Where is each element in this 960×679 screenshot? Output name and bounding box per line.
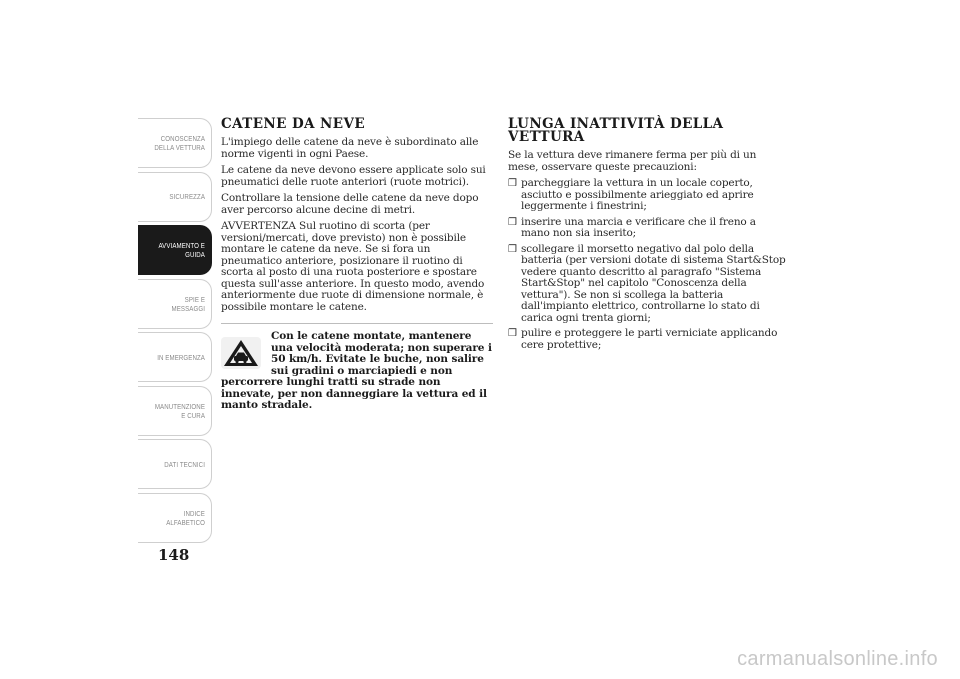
page-number: 148 bbox=[158, 546, 190, 564]
tab-dati-tecnici[interactable] bbox=[138, 439, 212, 489]
chapter-tabs bbox=[138, 118, 212, 546]
tab-indice-alfabetico[interactable] bbox=[138, 493, 212, 543]
checkbox-bullet-icon: ❒ bbox=[508, 216, 517, 228]
tab-label: AVVIAMENTO E GUIDA bbox=[158, 241, 205, 259]
tab-manutenzione-e-cura[interactable] bbox=[138, 386, 212, 436]
section-catene-da-neve bbox=[221, 118, 493, 412]
warning-text: Con le catene montate, mantenere una velocità moderata; non superare i 50 km/h. Evitate le buche, non salire sui gradini o marciapiedi e non percorrere lunghi tratti su strade non innevate, per non danneggiare la vettura ed il manto stradale. bbox=[221, 330, 492, 411]
list-item-text: pulire e proteggere le parti verniciate applicando cere protettive; bbox=[521, 327, 778, 351]
list-item bbox=[508, 178, 786, 213]
list-item-text: inserire una marcia e verificare che il freno a mano non sia inserito; bbox=[521, 215, 756, 239]
paragraph: Le catene da neve devono essere applicate solo sui pneumatici delle ruote anteriori (ruote motrici). bbox=[221, 164, 486, 188]
precautions-list bbox=[508, 178, 786, 351]
tab-spie-e-messaggi[interactable] bbox=[138, 279, 212, 329]
paragraph: Controllare la tensione delle catene da neve dopo aver percorso alcune decine di metri. bbox=[221, 192, 479, 216]
section-heading: CATENE DA NEVE bbox=[221, 116, 366, 132]
intro-paragraph: Se la vettura deve rimanere ferma per più di un mese, osservare queste precauzioni: bbox=[508, 149, 757, 173]
checkbox-bullet-icon: ❒ bbox=[508, 243, 517, 255]
tab-avviamento-e-guida[interactable] bbox=[138, 225, 212, 275]
tab-in-emergenza[interactable] bbox=[138, 332, 212, 382]
tab-label: DATI TECNICI bbox=[164, 459, 205, 469]
checkbox-bullet-icon: ❒ bbox=[508, 328, 517, 339]
tab-label: CONOSCENZA DELLA VETTURA bbox=[154, 134, 205, 152]
paragraph-avvertenza: AVVERTENZA Sul ruotino di scorta (per versioni/mercati, dove previsto) non è possibile montare le catene da neve. Se si fora un pneumatico anteriore, posizionare il ruotino di scorta al posto di una ruota posteriore e spostare questa sull'asse anteriore. In questo modo, avendo anteriormente due ruote di dimensione normale, è possibile montare le catene. bbox=[221, 220, 485, 313]
section-lunga-inattivita bbox=[508, 118, 786, 355]
tab-label: IN EMERGENZA bbox=[157, 352, 205, 362]
watermark: carmanualsonline.info bbox=[737, 648, 938, 670]
section-heading: LUNGA INATTIVITÀ DELLA VETTURA bbox=[508, 116, 724, 145]
warning-box bbox=[221, 323, 493, 412]
tab-sicurezza[interactable] bbox=[138, 172, 212, 222]
tab-label: MANUTENZIONE E CURA bbox=[154, 401, 205, 420]
list-item bbox=[508, 244, 786, 325]
tab-conoscenza-della-vettura[interactable] bbox=[138, 118, 212, 168]
paragraph: L'impiego delle catene da neve è subordinato alle norme vigenti in ogni Paese. bbox=[221, 136, 479, 160]
tab-label: SICUREZZA bbox=[169, 192, 205, 201]
list-item bbox=[508, 217, 786, 240]
checkbox-bullet-icon: ❒ bbox=[508, 178, 517, 189]
tab-label: INDICE ALFABETICO bbox=[166, 508, 205, 527]
warning-triangle-car-icon bbox=[221, 337, 261, 369]
list-item-text: scollegare il morsetto negativo dal polo della batteria (per versioni dotate di sistema Start&Stop vedere quanto descritto al paragrafo "Sistema Start&Stop" nel capitolo "Conoscenza della vettura"). Se non si scollega la batteria dall'impianto elettrico, controllarne lo stato di carica ogni trenta giorni; bbox=[521, 242, 786, 324]
list-item-text: parcheggiare la vettura in un locale coperto, asciutto e possibilmente arieggiato ed aprire leggermente i finestrini; bbox=[521, 177, 754, 212]
tab-label: SPIE E MESSAGGI bbox=[171, 294, 205, 313]
list-item bbox=[508, 328, 786, 351]
